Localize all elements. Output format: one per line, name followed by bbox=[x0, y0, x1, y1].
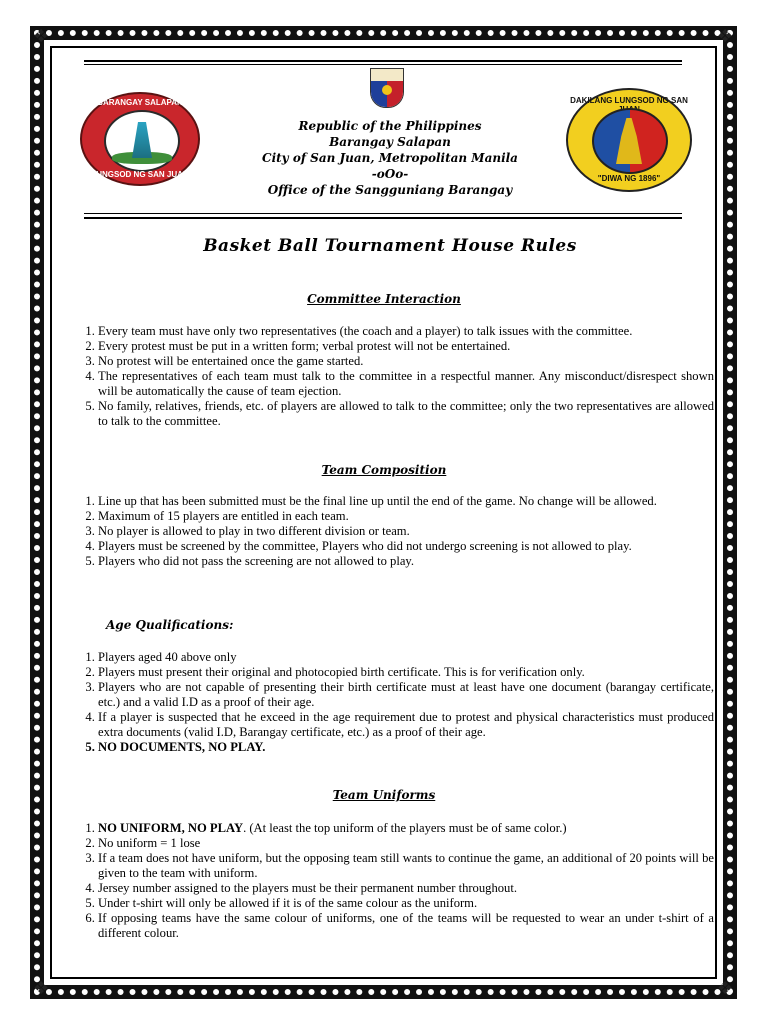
age-rules-list bbox=[76, 650, 714, 755]
list-item: 5. Players who did not pass the screening are not allowed to play. bbox=[98, 554, 714, 569]
list-item: 3. Players who are not capable of presenting their birth certificate must at least have one document (barangay certificate, etc.) and a valid I.D as a proof of their age. bbox=[98, 680, 714, 710]
committee-rules-list bbox=[76, 324, 714, 429]
section-title-committee: Committee Interaction bbox=[307, 292, 461, 306]
header-line: Office of the Sangguniang Barangay bbox=[267, 183, 513, 197]
header-line: Republic of the Philippines bbox=[298, 119, 482, 133]
crest-banner bbox=[371, 69, 403, 81]
list-item: 5. NO DOCUMENTS, NO PLAY. bbox=[98, 740, 714, 755]
header-rule bbox=[84, 213, 682, 214]
corner-ornament-icon: ❖ bbox=[33, 26, 50, 46]
section-title-age: Age Qualifications: bbox=[106, 618, 234, 632]
seal-text: DAKILANG LUNGSOD NG SAN bbox=[570, 96, 688, 105]
seal-text: BARANGAY SALAPAN bbox=[97, 98, 183, 107]
seal-text: "DIWA NG 1896" bbox=[597, 174, 661, 183]
list-item: 4. Jersey number assigned to the players must be their permanent number throughout. bbox=[98, 881, 714, 896]
list-item: 5. Under t-shirt will only be allowed if it is of the same colour as the uniform. bbox=[98, 896, 714, 911]
list-item bbox=[98, 821, 714, 836]
list-item: 2. Every protest must be put in a written form; verbal protest will not be entertained. bbox=[98, 339, 714, 354]
list-item-text: . (At least the top uniform of the players must be of same color.) bbox=[243, 821, 567, 835]
document-title: Basket Ball Tournament House Rules bbox=[203, 236, 577, 256]
header-line: Barangay Salapan bbox=[329, 135, 451, 149]
section-title-composition: Team Composition bbox=[321, 463, 447, 477]
header-rule bbox=[84, 64, 682, 65]
list-item: 6. If opposing teams have the same colour of uniforms, one of the teams will be requested to wear an under t-shirt of a different colour. bbox=[98, 911, 714, 941]
list-item: 5. No family, relatives, friends, etc. of players are allowed to talk to the committee; only the two representatives are allowed to talk to the committee. bbox=[98, 399, 714, 429]
header-rule bbox=[84, 60, 682, 62]
list-item: 2. No uniform = 1 lose bbox=[98, 836, 714, 851]
corner-ornament-icon: ❖ bbox=[717, 978, 734, 998]
crest-sun-icon bbox=[382, 85, 392, 95]
header-line: -oOo- bbox=[371, 167, 409, 181]
seal-text: LUNGSOD NG SAN JUAN bbox=[91, 170, 189, 179]
list-item: 3. If a team does not have uniform, but the opposing team still wants to continue the game, an additional of 20 points will be given to the team with uniform. bbox=[98, 851, 714, 881]
list-item: 4. If a player is suspected that he exceed in the age requirement due to protest and physical characteristics must produced extra documents (valid I.D, Barangay certificate, etc.) as a proof of their age. bbox=[98, 710, 714, 740]
list-item: 3. No player is allowed to play in two different division or team. bbox=[98, 524, 714, 539]
list-item: 3. No protest will be entertained once the game started. bbox=[98, 354, 714, 369]
uniform-rules-list bbox=[76, 821, 714, 941]
list-item: 4. Players must be screened by the committee, Players who did not undergo screening is not allowed to play. bbox=[98, 539, 714, 554]
list-item: 2. Maximum of 15 players are entitled in each team. bbox=[98, 509, 714, 524]
philippine-crest bbox=[370, 68, 404, 108]
list-item: 4. The representatives of each team must talk to the committee in a respectful manner. Any misconduct/disrespect shown will be automatically the cause of team ejection. bbox=[98, 369, 714, 399]
list-item: 2. Players must present their original and photocopied birth certificate. This is for verification only. bbox=[98, 665, 714, 680]
list-item: 1. Line up that has been submitted must be the final line up until the end of the game. No change will be allowed. bbox=[98, 494, 714, 509]
no-uniform-no-play: NO UNIFORM, NO PLAY bbox=[98, 821, 244, 835]
corner-ornament-icon: ❖ bbox=[717, 26, 734, 46]
list-item: 1. Players aged 40 above only bbox=[98, 650, 714, 665]
section-title-uniforms: Team Uniforms bbox=[332, 788, 436, 802]
header-line: City of San Juan, Metropolitan Manila bbox=[262, 151, 518, 165]
header-rule bbox=[84, 217, 682, 219]
list-item: 1. Every team must have only two representatives (the coach and a player) to talk issues with the committee. bbox=[98, 324, 714, 339]
seal-tower bbox=[132, 122, 152, 158]
corner-ornament-icon: ❖ bbox=[33, 978, 50, 998]
composition-rules-list bbox=[76, 494, 714, 569]
